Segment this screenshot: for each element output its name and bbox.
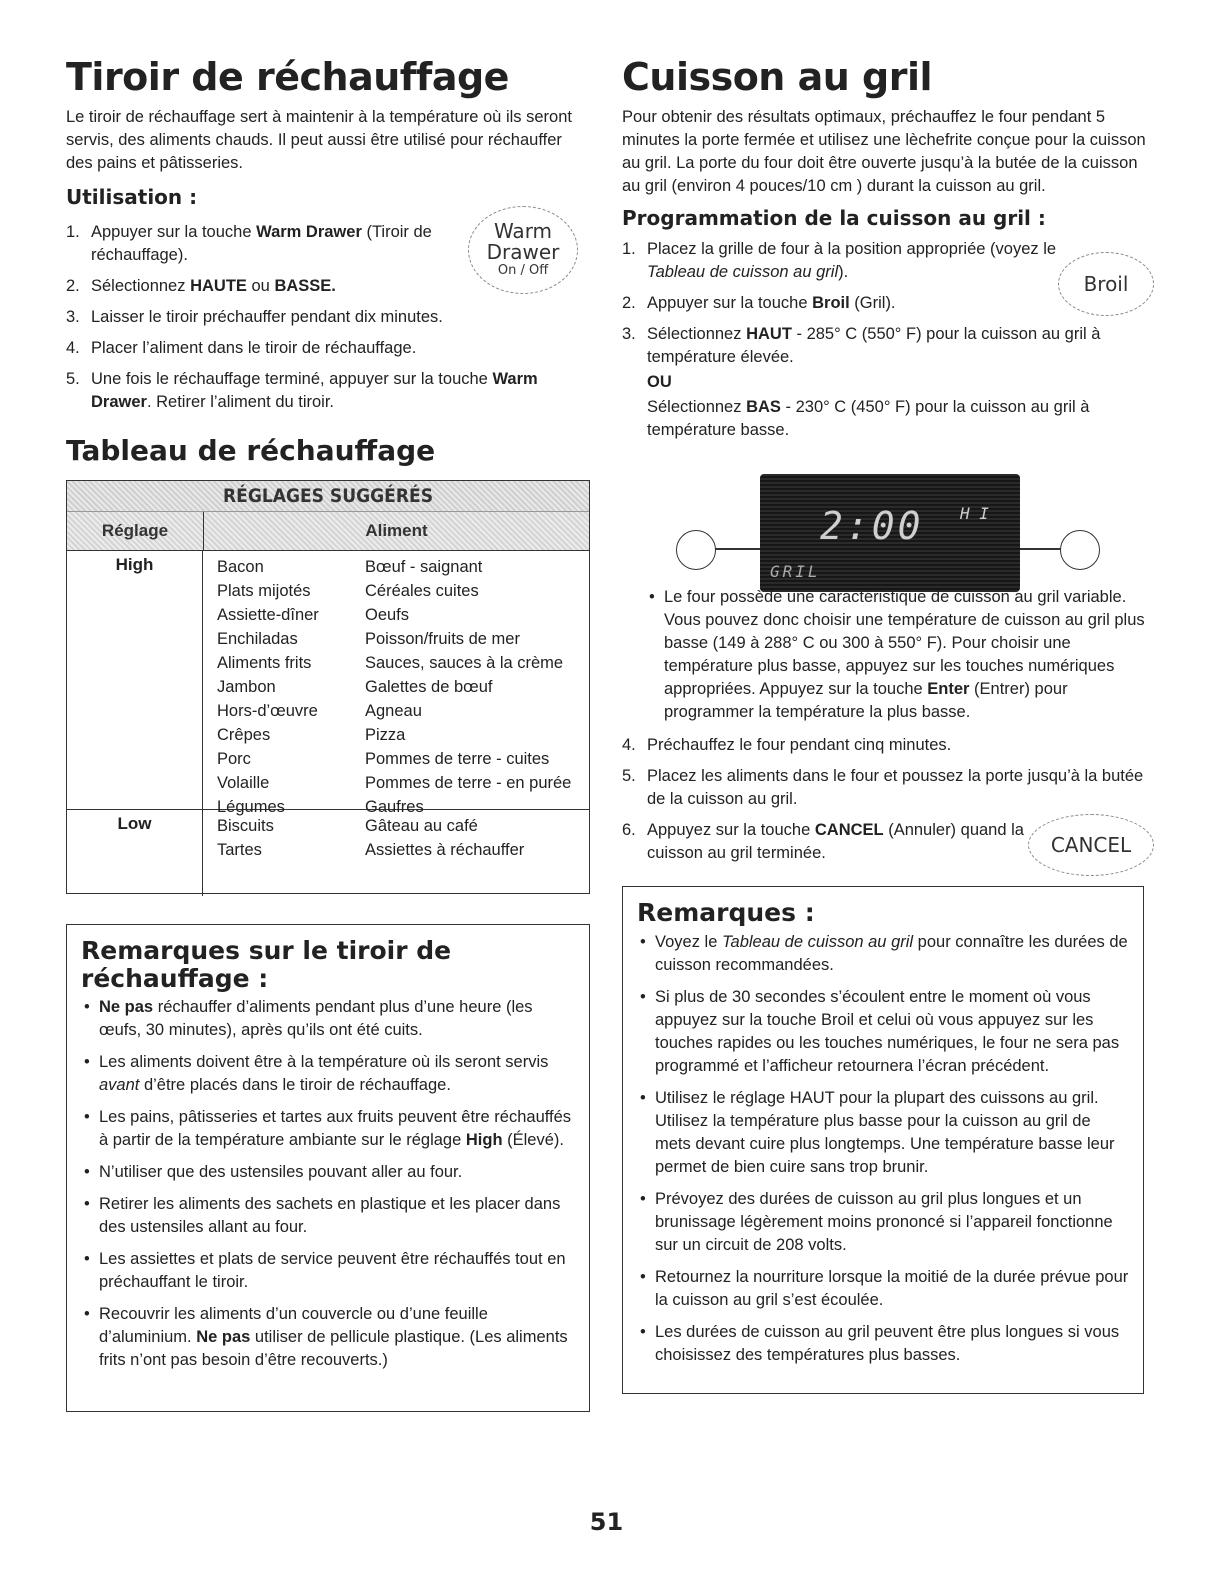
oven-display [760, 474, 1020, 592]
food-item: Pommes de terre - en purée [365, 774, 572, 792]
panel-line-left [712, 548, 762, 550]
broil-step: 4. Préchauffez le four pendant cinq minutes. [622, 736, 952, 754]
food-item: Biscuits [217, 817, 274, 835]
food-item: Légumes [217, 798, 285, 816]
food-item: Agneau [365, 702, 422, 720]
food-item: Céréales cuites [365, 582, 479, 600]
food-item: Gaufres [365, 798, 424, 816]
warm-drawer-notes [81, 996, 575, 1372]
table-row [67, 810, 589, 896]
warm-drawer-notes-box [66, 924, 590, 1412]
warm-drawer-intro: Le tiroir de réchauffage sert à maintenir à la température où ils seront servis, des aliments chauds. Il peut aussi être utilisé pour réchauffer des pains et pâtisseries. [66, 107, 572, 172]
food-item: Hors-d’œuvre [217, 702, 318, 720]
usage-step: 4. Placer l’aliment dans le tiroir de réchauffage. [66, 338, 417, 357]
food-item: Galettes de bœuf [365, 678, 493, 696]
usage-steps-cont [66, 306, 566, 414]
note-item: • Utilisez le réglage HAUT pour la plupart des cuissons au gril. Utilisez la température plus basse pour la cuisson au gril de mets devant cuire plus longtemps. Une température basse leur permet de bien cuire sans trop brunir. [640, 1088, 1115, 1176]
food-item: Volaille [217, 774, 270, 792]
food-item: Pommes de terre - cuites [365, 750, 550, 768]
food-item: Bœuf - saignant [365, 558, 483, 576]
warm-drawer-notes-title: Remarques sur le tiroir de réchauffage : [81, 936, 452, 993]
broil-step: 3. Sélectionnez HAUT - 285° C (550° F) pour la cuisson au gril à température élevée. OU Sélectionnez BAS - 230° C (450° F) pour la cuisson au gril à température basse. [622, 323, 1150, 442]
usage-step: 2. Sélectionnez HAUTE ou BASSE. [66, 276, 336, 295]
food-item: Gâteau au café [365, 817, 478, 835]
food-item: Poisson/fruits de mer [365, 630, 520, 648]
food-item: Bacon [217, 558, 264, 576]
note-item: • Les durées de cuisson au gril peuvent être plus longues si vous choisissez des températures plus basses. [640, 1322, 1120, 1364]
broil-step: 5. Placez les aliments dans le four et poussez la porte jusqu’à la butée de la cuisson au gril. [622, 767, 1144, 808]
display-hi: H I [960, 504, 989, 523]
food-item: Sauces, sauces à la crème [365, 654, 564, 672]
setting-high: High [67, 551, 203, 809]
table-row [67, 551, 589, 816]
broil-variable-block [646, 586, 1150, 733]
or-label: OU [647, 372, 672, 391]
broil-notes-box [622, 886, 1144, 1394]
note-item: • Recouvrir les aliments d’un couvercle ou d’une feuille d’aluminium. Ne pas utiliser de pellicule plastique. (Les aliments frits n’ont pas besoin d’être recouverts.) [84, 1305, 568, 1369]
note-item: • Voyez le Tableau de cuisson au gril pour connaître les durées de cuisson recommandées. [640, 932, 1128, 974]
broil-notes-title: Remarques : [637, 898, 815, 927]
food-item: Enchiladas [217, 630, 298, 648]
broil-step: 1. Placez la grille de four à la position appropriée (voyez le Tableau de cuisson au gril). [622, 239, 1057, 281]
broil-step: 6. Appuyez sur la touche CANCEL (Annuler) quand la cuisson au gril terminée. [622, 821, 1024, 862]
food-item: Tartes [217, 841, 262, 859]
broil-title: Cuisson au gril [622, 55, 933, 99]
note-item: • Si plus de 30 secondes s’écoulent entre le moment où vous appuyez sur la touche Broil et celui où vous appuyez sur les touches rapides ou les touches numériques, le four ne sera pas programmé et l’afficheur retournera l’écran précédent. [640, 987, 1120, 1075]
knob-right-icon [1060, 530, 1100, 570]
food-item: Porc [217, 750, 251, 768]
usage-steps [66, 221, 446, 298]
column-setting: Réglage [67, 512, 204, 550]
table-column-headers [67, 512, 589, 551]
table-header: RÉGLAGES SUGGÉRÉS [67, 481, 589, 512]
broil-notes [637, 931, 1129, 1367]
note-item: • Prévoyez des durées de cuisson au gril plus longues et un brunissage légèrement moins prononcé si l’appareil fonctionne sur un circuit de 208 volts. [640, 1189, 1113, 1254]
food-list [203, 810, 589, 896]
usage-step: 5. Une fois le réchauffage terminé, appuyer sur la touche Warm Drawer. Retirer l’aliment du tiroir. [66, 369, 538, 411]
warming-table-heading: Tableau de réchauffage [66, 433, 436, 467]
food-item: Assiette-dîner [217, 606, 319, 624]
display-mode: GRIL [770, 562, 821, 581]
note-item: • Retournez la nourriture lorsque la moitié de la durée prévue pour la cuisson au gril s’est écoulée. [640, 1267, 1129, 1309]
broil-intro: Pour obtenir des résultats optimaux, préchauffez le four pendant 5 minutes la porte fermée et utilisez une lèchefrite conçue pour la cuisson au gril. La porte du four doit être ouverte jusqu’à la butée de la cuisson au gril (environ 4 pouces/10 cm ) durant la cuisson au gril. [622, 107, 1146, 195]
usage-heading: Utilisation : [66, 184, 198, 209]
broil-step: 2. Appuyer sur la touche Broil (Gril). [622, 293, 896, 312]
cancel-key-icon: CANCEL [1028, 814, 1154, 876]
food-item: Aliments frits [217, 654, 312, 672]
knob-left-icon [676, 530, 716, 570]
column-food: Aliment [365, 521, 428, 540]
warm-drawer-key-icon: Warm Drawer On / Off [468, 206, 578, 294]
broil-key-icon: Broil [1058, 252, 1154, 316]
food-item: Plats mijotés [217, 582, 311, 600]
page-number: 51 [589, 1508, 624, 1536]
broil-step-alt: Sélectionnez BAS - 230° C (450° F) pour la cuisson au gril à température basse. [647, 397, 1090, 439]
display-time: 2:00 [820, 504, 924, 548]
note-item: • N’utiliser que des ustensiles pouvant aller au four. [84, 1163, 463, 1181]
note-item: • Le four possède une caractéristique de cuisson au gril variable. Vous pouvez donc choisir une température de cuisson au gril plus basse (149 à 288° C ou 300 à 550° F). Pour choisir une température plus basse, appuyez sur les touches numériques appropriées. Appuyez sur la touche Enter (Entrer) pour programmer la température la plus basse. [649, 588, 1145, 721]
note-item: • Les pains, pâtisseries et tartes aux fruits peuvent être réchauffés à partir de la température ambiante sur le réglage High (Élevé). [84, 1108, 572, 1149]
usage-step: 1. Appuyer sur la touche Warm Drawer (Tiroir de réchauffage). [66, 222, 432, 264]
broil-variable-list [646, 586, 1150, 724]
note-item: • Les aliments doivent être à la température où ils seront servis avant d’être placés dans le tiroir de réchauffage. [84, 1053, 549, 1094]
food-item: Pizza [365, 726, 406, 744]
setting-low: Low [67, 810, 203, 896]
note-item: • Les assiettes et plats de service peuvent être réchauffés tout en préchauffant le tiroir. [84, 1250, 566, 1291]
warming-table [66, 480, 590, 894]
usage-step: 3. Laisser le tiroir préchauffer pendant dix minutes. [66, 307, 443, 326]
note-item: • Ne pas réchauffer d’aliments pendant plus d’une heure (les œufs, 30 minutes), après qu’ils ont été cuits. [84, 998, 533, 1039]
food-item: Assiettes à réchauffer [365, 841, 525, 859]
food-list [203, 551, 589, 816]
food-item: Oeufs [365, 606, 410, 624]
warm-drawer-title: Tiroir de réchauffage [66, 55, 509, 99]
food-item: Jambon [217, 678, 276, 696]
note-item: • Retirer les aliments des sachets en plastique et les placer dans des ustensiles allant au four. [84, 1195, 561, 1236]
broil-prog-heading: Programmation de la cuisson au gril : [622, 205, 1046, 230]
food-item: Crêpes [217, 726, 271, 744]
